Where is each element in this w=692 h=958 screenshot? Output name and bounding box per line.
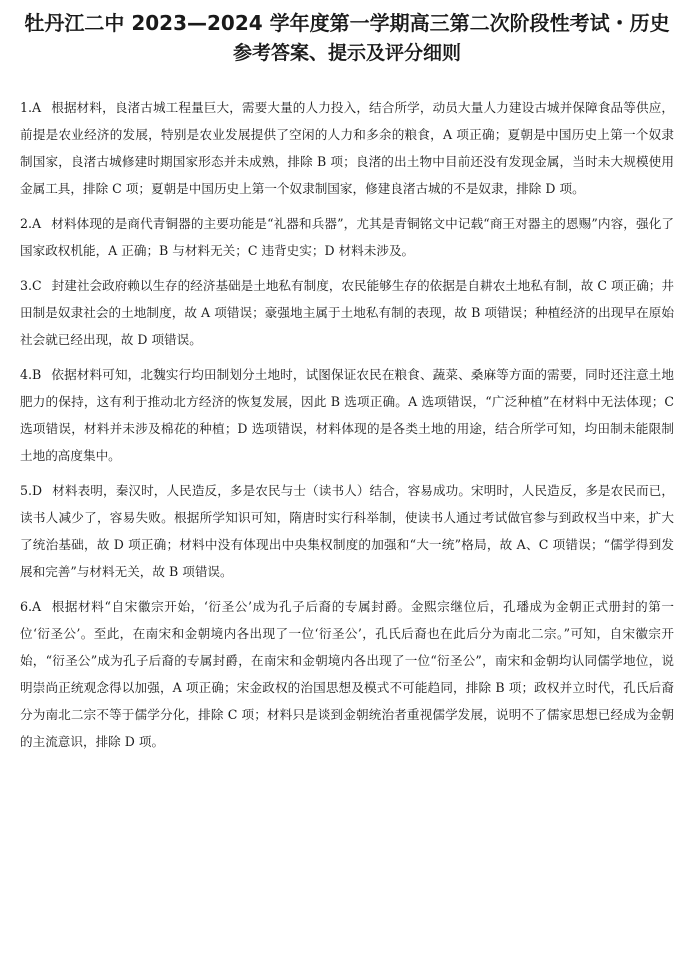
page-subtitle: 参考答案、提示及评分细则 xyxy=(232,42,461,64)
answer-choice: B xyxy=(32,367,42,382)
answer-choice: A xyxy=(32,100,42,115)
answer-item-6 xyxy=(20,593,674,755)
answer-item-1 xyxy=(20,94,674,202)
answer-explanation: 材料表明，秦汉时，人民造反，多是农民与士（读书人）结合，容易成功。宋明时，人民造反，多是农民而已，读书人减少了，容易失败。根据所学知识可知，隋唐时实行科举制，使读书人通过考试做官参与到政权当中来，扩大了统治基础，故 D 项正确；材料中没有体现出中央集权制度的加强和“大一统”格局，故 A、C 项错误；“儒学得到发展和完善”与材料无关，故 B 项错误。 xyxy=(20,483,674,579)
answer-explanation: 材料体现的是商代青铜器的主要功能是“礼器和兵器”，尤其是青铜铭文中记载“商王对器主的恩赐”内容，强化了国家政权机能，A 正确；B 与材料无关；C 违背史实；D 材料未涉及。 xyxy=(20,216,674,258)
answer-explanation: 根据材料，良渚古城工程量巨大，需要大量的人力投入，结合所学，动员大量人力建设古城并保障食品等供应，前提是农业经济的发展，特别是农业发展提供了空闲的人力和多余的粮食，A 项正确；夏朝是中国历史上第一个奴隶制国家，良渚古城修建时期国家形态并未成熟，排除 B 项；良渚的出土物中目前还没有发现金属，当时未大规模使用金属工具，排除 C 项；夏朝是中国历史上第一个奴隶制国家，修建良渚古城的不是奴隶，排除 D 项。 xyxy=(20,100,674,196)
answer-explanation: 依据材料可知，北魏实行均田制划分土地时，试图保证农民在粮食、蔬菜、桑麻等方面的需要，同时还注意土地肥力的保持，这有利于推动北方经济的恢复发展，因此 B 选项正确。A 选项错误，“广泛种植”在材料中无法体现；C 选项错误，材料并未涉及棉花的种植；D 选项错误，材料体现的是各类土地的用途，结合所学可知，均田制未能限制土地的高度集中。 xyxy=(20,367,674,463)
answer-number: 1. xyxy=(20,100,33,115)
answer-list xyxy=(20,94,674,755)
answer-number: 4. xyxy=(20,367,33,382)
answer-item-3 xyxy=(20,272,674,353)
answer-number: 5. xyxy=(20,483,33,498)
answer-choice: C xyxy=(32,278,42,293)
answer-explanation: 封建社会政府赖以生存的经济基础是土地私有制度，农民能够生存的依据是自耕农土地私有制，故 C 项正确；井田制是奴隶社会的土地制度，故 A 项错误；豪强地主属于土地私有制的表现，故 B 项错误；种植经济的出现早在原始社会就已经出现，故 D 项错误。 xyxy=(20,278,674,347)
answer-choice: A xyxy=(32,599,42,614)
answer-number: 6. xyxy=(20,599,33,614)
answer-item-4 xyxy=(20,361,674,469)
answer-choice: A xyxy=(32,216,42,231)
answer-number: 3. xyxy=(20,278,33,293)
answer-number: 2. xyxy=(20,216,33,231)
page-title: 牡丹江二中 2023—2024 学年度第一学期高三第二次阶段性考试・历史 xyxy=(24,11,670,35)
answer-choice: D xyxy=(32,483,43,498)
answer-explanation: 根据材料“自宋徽宗开始，‘衍圣公’成为孔子后裔的专属封爵。金熙宗继位后，孔璠成为金朝正式册封的第一位‘衍圣公’。至此，在南宋和金朝境内各出现了一位‘衍圣公’，孔氏后裔也在此后分为南北二宗。”可知，自宋徽宗开始，“衍圣公”成为孔子后裔的专属封爵，在南宋和金朝境内各出现了一位“衍圣公”，南宋和金朝均认同儒学地位，说明崇尚正统观念得以加强，A 项正确；宋金政权的治国思想及模式不可能趋同，排除 B 项；政权并立时代，孔氏后裔分为南北二宗不等于儒学分化，排除 C 项；材料只是谈到金朝统治者重视儒学发展，说明不了儒家思想已经成为金朝的主流意识，排除 D 项。 xyxy=(20,599,674,749)
answer-item-2 xyxy=(20,210,674,264)
answer-item-5 xyxy=(20,477,674,585)
